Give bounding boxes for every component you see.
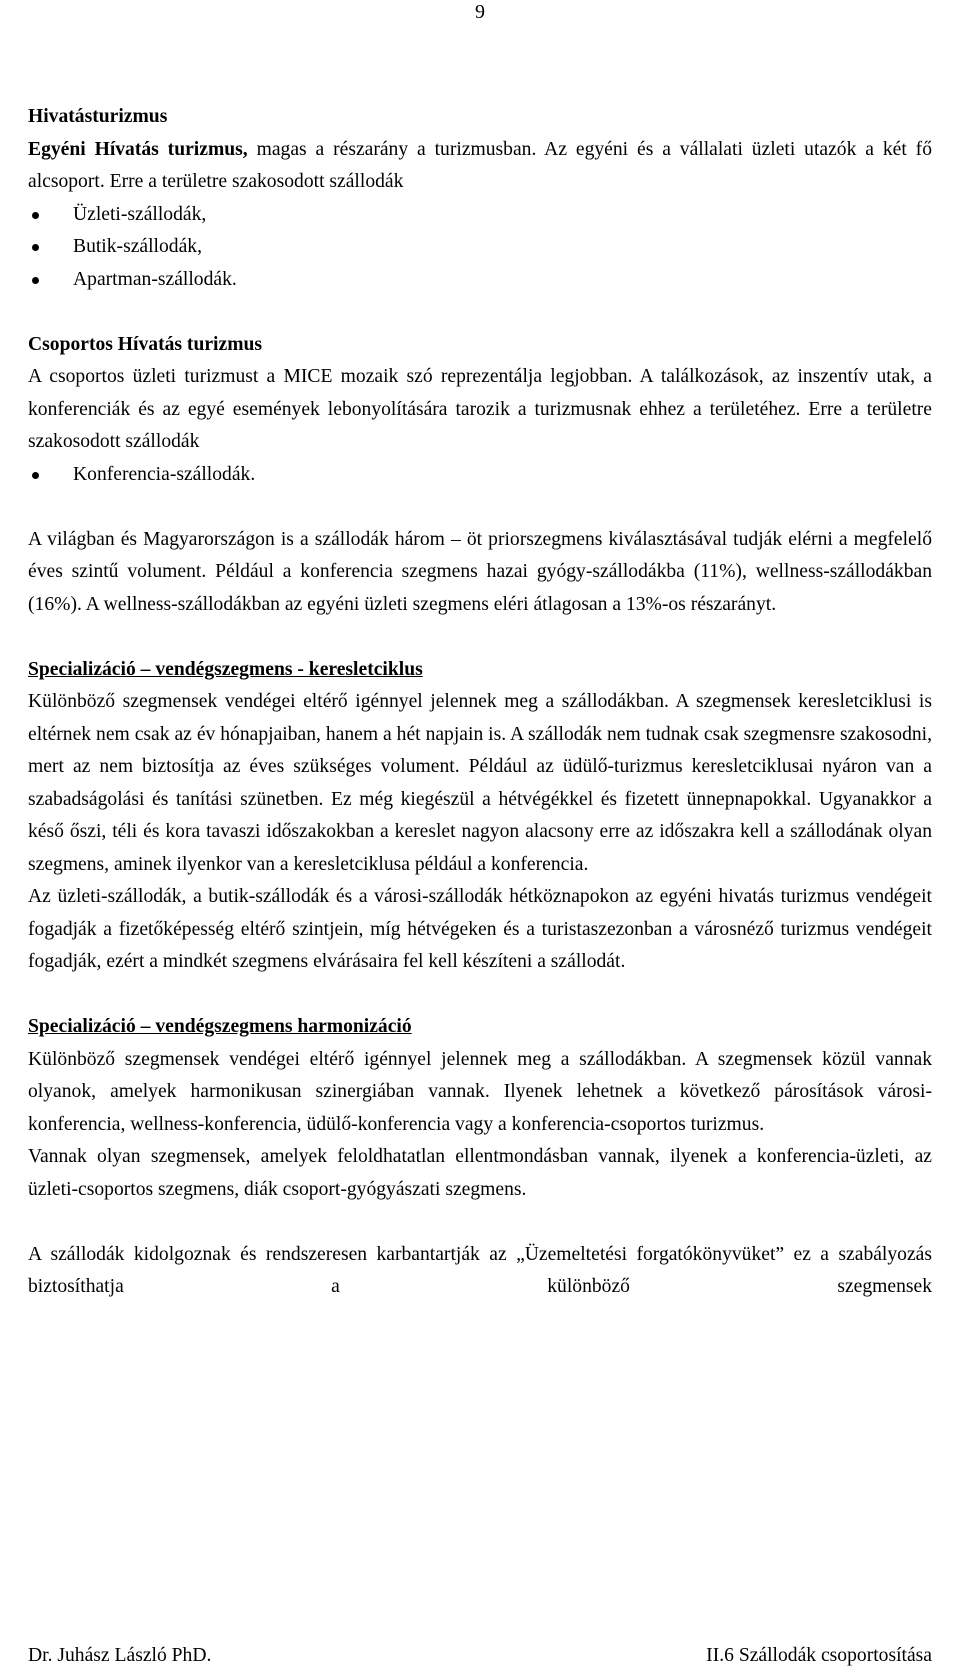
paragraph-keresletciklus-2: Az üzleti-szállodák, a butik-szállodák és a városi-szállodák hétköznapokon az egyéni hivatás turizmus vendégeit fogadják a fizetőképesség eltérő szintjein, míg hétvégeken és a turistaszezonban a városnéző turizmus vendégeit fogadják, ezért a mindkét szegmens elvárásaira fel kell készíteni a szállodát. (28, 886, 932, 972)
spacer (28, 491, 932, 524)
hivatas-hotel-list (28, 199, 932, 297)
section-title-keresletciklus: Specializáció – vendégszegmens - keresletciklus (28, 658, 423, 680)
page-number: 9 (475, 1, 485, 23)
paragraph-closing: A szállodák kidolgoznak és rendszeresen karbantartják az „Üzemeltetési forgatókönyvüket” ez a szabályozás biztosíthatja a különböző szegmensek (28, 1243, 932, 1297)
spacer (28, 979, 932, 1012)
paragraph-keresletciklus-1: Különböző szegmensek vendégei eltérő igénnyel jelennek meg a szállodákban. A szegmensek keresletciklusi is eltérnek nem csak az év hónapjaiban, hanem a hét napjain is. A szállodák nem tudnak csak szegmensre szakosodni, mert az nem biztosítja az éves szükséges volument. Például az üdülő-turizmus keresletciklusai nyáron van a szabadságolási és tanítási szünetben. Ez még kiegészül a hétvégékkel és fizetett ünnepnapokkal. Ugyanakkor a késő őszi, téli és kora tavaszi időszakokban a kereslet nagyon alacsony erre az időszakra kell a szállodának olyan szegmens, aminek ilyenkor van a keresletciklusa például a konferencia. (28, 691, 932, 875)
page-footer (28, 1640, 932, 1672)
paragraph-harmonizacio-1: Különböző szegmensek vendégei eltérő igénnyel jelennek meg a szállodákban. A szegmensek közül vannak olyanok, amelyek harmonikusan szinergiában vannak. Ilyenek lehetnek a következő párosítások városi-konferencia, wellness-konferencia, üdülő-konferencia vagy a konferencia-csoportos turizmus. (28, 1048, 932, 1135)
footer-section: II.6 Szállodák csoportosítása (706, 1645, 932, 1666)
paragraph-harmonizacio-2: Vannak olyan szegmensek, amelyek feloldhatatlan ellentmondásban vannak, ilyenek a konferencia-üzleti, az üzleti-csoportos szegmens, diák csoport-gyógyászati szegmens. (28, 1146, 932, 1200)
spacer (28, 621, 932, 654)
paragraph-vilag: A világban és Magyarországon is a szállodák három – öt priorszegmens kiválasztásával tudják elérni a megfelelő éves szintű volument. Például a konferencia szegmens hazai gyógy-szállodákba (11%), wellness-szállodákban (16%). A wellness-szállodákban az egyéni üzleti szegmens eléri átlagosan a 13%-os részarányt. (28, 528, 932, 615)
section-title-csoportos: Csoportos Hívatás turizmus (28, 333, 263, 355)
document-body (28, 101, 932, 1304)
section-title-hivatasturizmus: Hivatásturizmus (28, 106, 168, 127)
list-item: Apartman-szállodák. (28, 264, 932, 297)
spacer (28, 1206, 932, 1239)
paragraph-csoportos: A csoportos üzleti turizmust a MICE mozaik szó reprezentálja legjobban. A találkozások, az inszentív utak, a konferenciák és az egyé események lebonyolítására tarozik a turizmusnak ehhez a területéhez. Erre a területre szakosodott szállodák (28, 366, 932, 452)
list-item: Üzleti-szállodák, (28, 199, 932, 232)
spacer (28, 296, 932, 329)
csoportos-hotel-list (28, 459, 932, 492)
list-item: Butik-szállodák, (28, 231, 932, 264)
lead-text: magas a részarány a turizmusban. Az egyéni és a vállalati üzleti utazók a két fő alcsoport. Erre a területre szakosodott szállodák (28, 138, 933, 192)
section-title-harmonizacio: Specializáció – vendégszegmens harmonizáció (28, 1016, 412, 1037)
footer-author: Dr. Juhász László PhD. (28, 1645, 212, 1666)
list-item: Konferencia-szállodák. (28, 459, 932, 492)
paragraph-hivatas-intro (28, 134, 932, 199)
lead-bold-text: Egyéni Hívatás turizmus, (28, 138, 248, 160)
